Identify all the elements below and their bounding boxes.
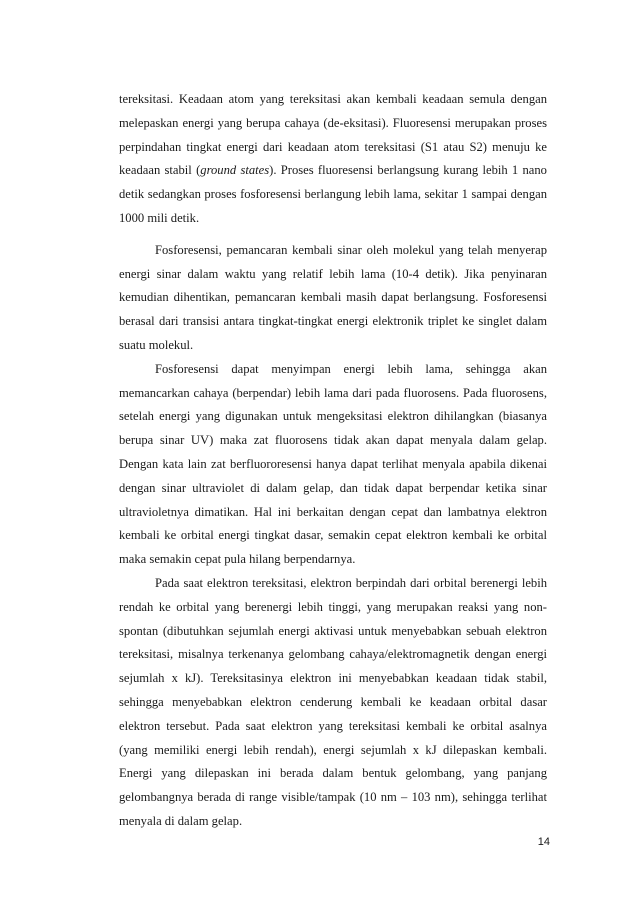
body-text [119,88,547,834]
paragraph-2-text: Fosforesensi, pemancaran kembali sinar oleh molekul yang telah menyerap energi sinar dalam waktu yang relatif lebih lama (10-4 detik). Jika penyinaran kemudian dihentikan, pemancaran kembali masih dapat berlangsung. Fosforesensi berasal dari transisi antara tingkat-tingkat energi elektronik triplet ke singlet dalam suatu molekul. [119,242,547,352]
paragraph-3 [119,358,547,572]
paragraph-4-text: Pada saat elektron tereksitasi, elektron berpindah dari orbital berenergi lebih rendah ke orbital yang berenergi lebih tinggi, yang merupakan reaksi yang non-spontan (dibutuhkan sejumlah energi aktivasi untuk menyebabkan sebuah elektron tereksitasi, misalnya terkenanya gelombang cahaya/elektromagnetik dengan energi sejumlah x kJ). Tereksitasinya elektron ini menyebabkan keadaan tidak stabil, sehingga menyebabkan elektron cenderung kembali ke keadaan orbital dasar elektron tersebut. Pada saat elektron yang tereksitasi kembali ke orbital asalnya (yang memiliki energi lebih rendah), energi sejumlah x kJ dilepaskan kembali. Energi yang dilepaskan ini berada dalam bentuk gelombang, yang panjang gelombangnya berada di range visible/tampak (10 nm – 103 nm), sehingga terlihat menyala di dalam gelap. [119,575,547,828]
paragraph-1-italic-term: ground states [200,163,270,178]
page-number: 14 [537,836,550,848]
paragraph-2 [119,239,547,358]
paragraph-1-text-b: ). Proses fluoresensi berlangsung kurang lebih 1 nano detik sedangkan proses fosforesensi berlangung lebih lama, sekitar 1 sampai dengan 1000 mili detik. [119,163,547,225]
paragraph-3-text: Fosforesensi dapat menyimpan energi lebih lama, sehingga akan memancarkan cahaya (berpendar) lebih lama dari pada fluorosens. Pada fluorosens, setelah energi yang digunakan untuk mengeksitasi elektron dihilangkan (biasanya berupa sinar UV) maka zat fluorosens tidak akan dapat menyala dalam gelap. Dengan kata lain zat berfluororesensi hanya dapat terlihat menyala apabila dikenai dengan sinar ultraviolet di dalam gelap, dan tidak dapat berpendar ketika sinar ultravioletnya dimatikan. Hal ini berkaitan dengan cepat dan lambatnya elektron kembali ke orbital energi tingkat dasar, semakin cepat elektron kembali ke orbital maka semakin cepat pula hilang berpendarnya. [119,361,547,567]
paragraph-1 [119,88,547,231]
paragraph-1-text-a: tereksitasi. Keadaan atom yang tereksitasi akan kembali keadaan semula dengan melepaskan energi yang berupa cahaya (de-eksitasi). Fluoresensi merupakan proses perpindahan tingkat energi dari keadaan atom tereksitasi (S1 atau S2) menuju ke keadaan stabil ( [119,92,547,178]
paragraph-4 [119,572,547,834]
